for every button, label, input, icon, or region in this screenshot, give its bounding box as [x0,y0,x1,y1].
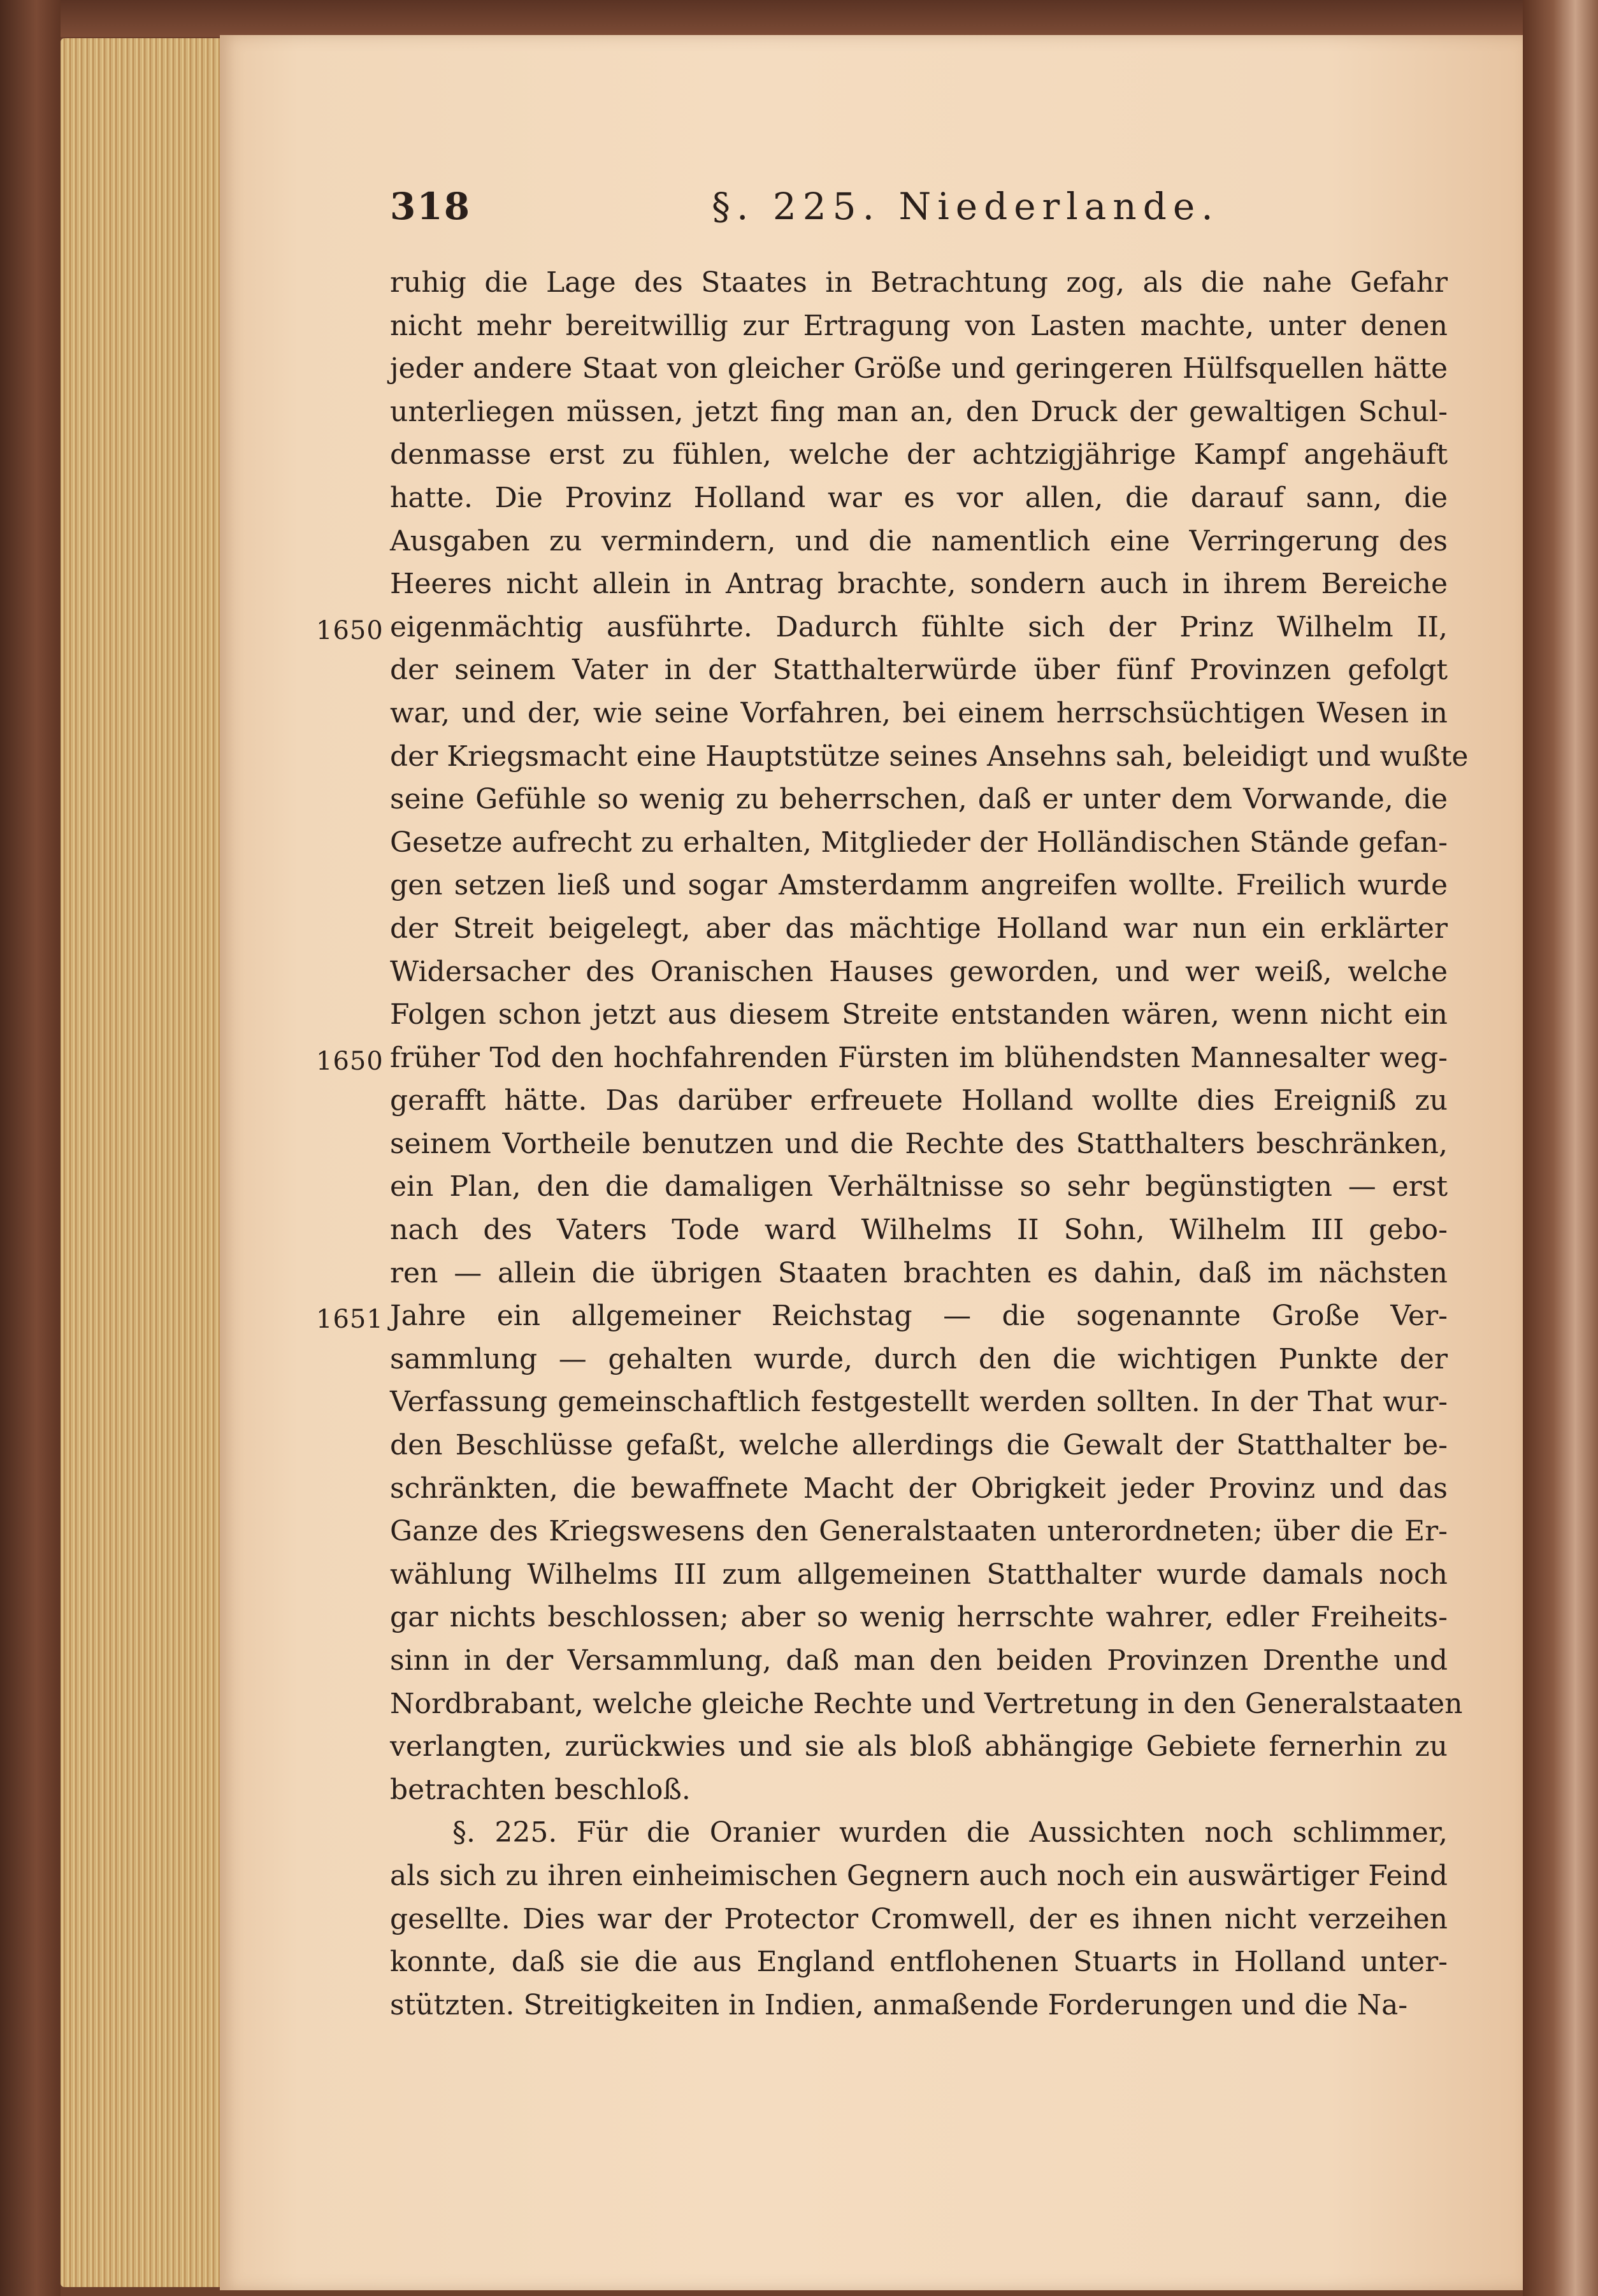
text-line [316,1037,1448,1080]
running-head: §. 225. Niederlande. [712,185,1220,228]
line-text: eigenmächtig ausführte. Dadurch fühlte sich der Prinz Wilhelm II, [390,610,1448,643]
line-text: denmasse erst zu fühlen, welche der achtzigjährige Kampf angehäuft [390,438,1448,471]
line-text: den Beschlüsse gefaßt, welche allerdings die Gewalt der Statthalter be- [390,1429,1448,1462]
line-text: hatte. Die Provinz Holland war es vor allen, die darauf sann, die [390,481,1448,514]
text-line [390,1639,1448,1683]
page-header [390,185,1441,242]
line-text: Jahre ein allgemeiner Reichstag — die sogenannte Große Ver- [390,1300,1448,1333]
text-line [390,778,1448,821]
text-line [390,305,1448,348]
line-text: der Kriegsmacht eine Hauptstütze seines Ansehns sah, beleidigt und wußte [390,740,1469,773]
line-text: war, und der, wie seine Vorfahren, bei einem herrschsüchtigen Wesen in [390,696,1448,729]
line-text: nicht mehr bereitwillig zur Ertragung von Lasten machte, unter denen [390,309,1448,342]
text-line [316,606,1448,649]
page-edges [61,38,233,2287]
text-line [390,1467,1448,1510]
line-text: ein Plan, den die damaligen Verhältnisse so sehr begünstigten — erst [390,1170,1448,1203]
text-line [390,1123,1448,1166]
line-text: Nordbrabant, welche gleiche Rechte und Vertretung in den Generalstaaten [390,1687,1463,1720]
text-line [390,433,1448,477]
text-line [390,1898,1448,1941]
line-text: Ausgaben zu vermindern, und die namentlich eine Verringerung des [390,524,1448,557]
text-line [390,1553,1448,1596]
line-text: konnte, daß sie die aus England entflohenen Stuarts in Holland unter- [390,1946,1448,1979]
line-text: §. 225. Für die Oranier wurden die Aussichten noch schlimmer, [452,1816,1448,1849]
line-text: sammlung — gehalten wurde, durch den die wichtigen Punkte der [390,1342,1448,1375]
text-line [390,1725,1448,1769]
book-cover-right [1523,0,1598,2296]
text-line [390,1984,1448,2027]
margin-year: 1650 [316,615,384,645]
line-text: gar nichts beschlossen; aber so wenig herrschte wahrer, edler Freiheits- [390,1601,1448,1634]
text-line [390,391,1448,434]
text-line [390,520,1448,563]
line-text: jeder andere Staat von gleicher Größe und geringeren Hülfsquellen hätte [390,352,1448,385]
text-line [390,735,1469,778]
text-line [390,1209,1448,1252]
text-line [390,477,1448,520]
book-cover-left [0,0,61,2296]
text-line [390,951,1448,994]
line-text: ren — allein die übrigen Staaten brachten es dahin, daß im nächsten [390,1256,1448,1289]
line-text: gen setzen ließ und sogar Amsterdamm angreifen wollte. Freilich wurde [390,869,1448,902]
line-text: gesellte. Dies war der Protector Cromwell, der es ihnen nicht verzeihen [390,1902,1448,1935]
line-text: Verfassung gemeinschaftlich festgestellt werden sollten. In der That wur- [390,1386,1448,1419]
text-line [390,1855,1448,1898]
line-text: wählung Wilhelms III zum allgemeinen Statthalter wurde damals noch [390,1558,1448,1591]
text-line [390,821,1448,865]
line-text: stützten. Streitigkeiten in Indien, anmaßende Forderungen und die Na- [390,1988,1408,2021]
line-text: betrachten beschloß. [390,1773,691,1806]
body-text [316,261,1469,2027]
line-text: sinn in der Versammlung, daß man den beiden Provinzen Drenthe und [390,1644,1448,1677]
text-line [390,1424,1448,1467]
text-line [390,1510,1448,1553]
book-cover-top [0,0,1598,37]
text-line [390,563,1448,606]
text-line [390,1252,1448,1295]
line-text: Heeres nicht allein in Antrag brachte, sondern auch in ihrem Bereiche [390,568,1448,601]
line-text: Widersacher des Oranischen Hauses geworden, und wer weiß, welche [390,955,1448,988]
text-line [390,993,1448,1037]
line-text: nach des Vaters Tode ward Wilhelms II Sohn, Wilhelm III gebo- [390,1214,1448,1247]
text-line [390,1079,1448,1123]
line-text: Ganze des Kriegswesens den Generalstaaten unterordneten; über die Er- [390,1515,1448,1548]
text-line [390,1683,1463,1726]
line-text: unterliegen müssen, jetzt fing man an, den Druck der gewaltigen Schul- [390,395,1448,428]
text-line [390,1769,1448,1812]
line-text: der Streit beigelegt, aber das mächtige Holland war nun ein erklärter [390,912,1448,945]
text-line [390,261,1448,305]
margin-year: 1651 [316,1305,384,1335]
page-number: 318 [390,185,471,228]
text-line [390,1381,1448,1424]
text-line [316,1295,1448,1338]
line-text: ruhig die Lage des Staates in Betrachtung zog, als die nahe Gefahr [390,266,1448,299]
text-line [390,692,1448,735]
text-line [390,649,1448,692]
text-line [390,864,1448,907]
line-text: der seinem Vater in der Statthalterwürde über fünf Provinzen gefolgt [390,654,1448,687]
text-line [390,1338,1448,1381]
line-text: seine Gefühle so wenig zu beherrschen, daß er unter dem Vorwande, die [390,783,1448,816]
margin-year: 1650 [316,1046,384,1076]
line-text: Gesetze aufrecht zu erhalten, Mitglieder der Holländischen Stände gefan- [390,826,1448,859]
line-text: verlangten, zurückwies und sie als bloß abhängige Gebiete fernerhin zu [390,1730,1448,1763]
text-line [390,1811,1448,1855]
line-text: als sich zu ihren einheimischen Gegnern auch noch ein auswärtiger Feind [390,1859,1448,1892]
text-line [390,1941,1448,1984]
line-text: schränkten, die bewaffnete Macht der Obrigkeit jeder Provinz und das [390,1472,1448,1505]
text-line [390,907,1448,951]
text-line [390,347,1448,391]
line-text: seinem Vortheile benutzen und die Rechte des Statthalters beschränken, [390,1127,1448,1160]
line-text: gerafft hätte. Das darüber erfreuete Holland wollte dies Ereigniß zu [390,1084,1448,1117]
text-line [390,1596,1448,1639]
text-line [390,1165,1448,1209]
line-text: Folgen schon jetzt aus diesem Streite entstanden wären, wenn nicht ein [390,998,1448,1031]
line-text: früher Tod den hochfahrenden Fürsten im blühendsten Mannesalter weg- [390,1041,1448,1074]
